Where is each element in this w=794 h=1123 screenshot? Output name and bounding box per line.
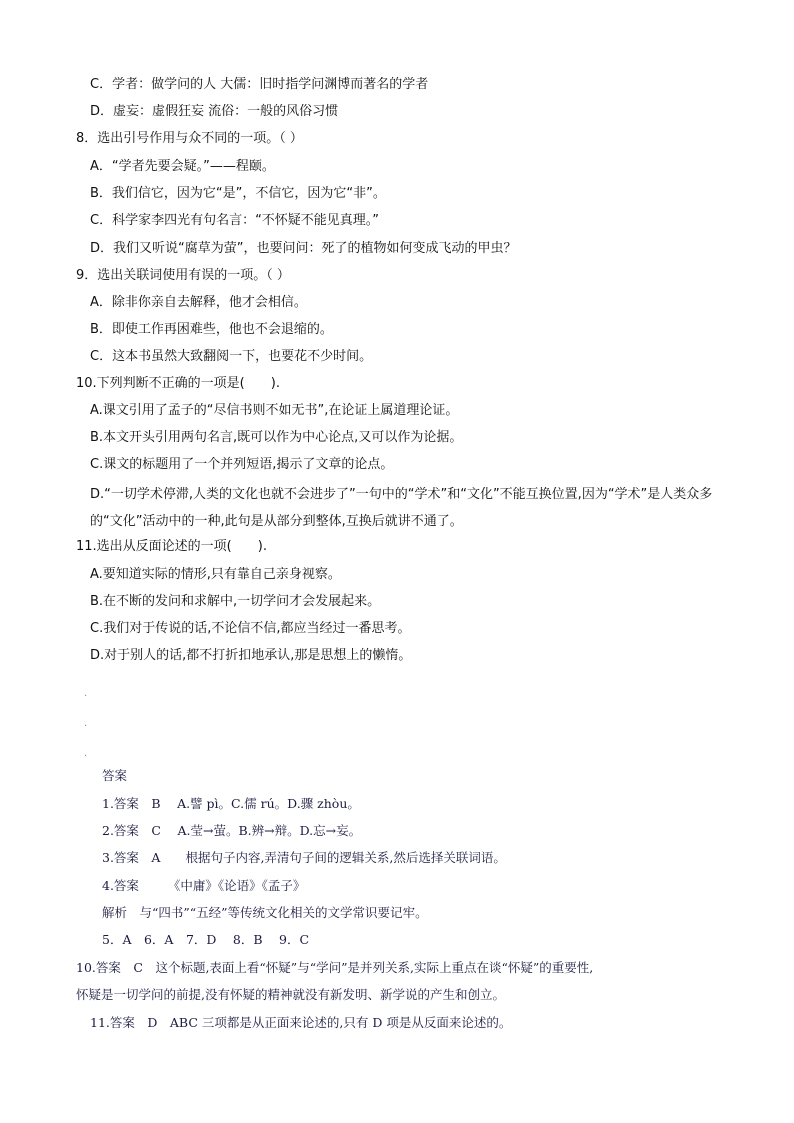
answer-11: 11.答案 D ABC 三项都是从正面来论述的,只有 D 项是从反面来论述的。 xyxy=(90,1015,512,1030)
answer-4-explanation: 解析 与“四书”“五经”等传统文化相关的文学常识要记牢。 xyxy=(102,905,428,920)
q8-option-d: D．我们又听说“腐草为萤”，也要问问：死了的植物如何变成飞动的甲虫？ xyxy=(90,241,517,256)
answer-10-continued: 怀疑是一切学问的前提,没有怀疑的精神就没有新发明、新学说的产生和创立。 xyxy=(76,987,505,1002)
question-8: 8．选出引号作用与众不同的一项。（ ） xyxy=(76,131,303,146)
answer-2: 2.答案 C A.莹→萤。B.辨→辩。D.忘→妄。 xyxy=(102,823,362,838)
blank-line-marker: . xyxy=(84,718,88,729)
answer-10: 10.答案 C 这个标题,表面上看“怀疑”与“学问”是并列关系,实际上重点在谈“怀疑”的重要性, xyxy=(76,960,594,975)
q7-option-c: C．学者：做学问的人 大儒：旧时指学问渊博而著名的学者 xyxy=(90,77,429,92)
q8-option-b: B．我们信它，因为它“是”，不信它，因为它“非”。 xyxy=(90,186,386,201)
q9-option-a: A．除非你亲自去解释，他才会相信。 xyxy=(90,295,307,310)
q11-option-b: B.在不断的发问和求解中,一切学问才会发展起来。 xyxy=(90,594,381,609)
question-11: 11.选出从反面论述的一项( ). xyxy=(76,539,267,554)
question-10: 10.下列判断不正确的一项是( ). xyxy=(76,376,280,391)
answer-4: 4.答案 《中庸》《论语》《孟子》 xyxy=(102,878,306,893)
q11-option-a: A.要知道实际的情形,只有靠自己亲身视察。 xyxy=(90,567,341,582)
q11-option-c: C.我们对于传说的话,不论信不信,都应当经过一番思考。 xyxy=(90,621,411,636)
q10-option-b: B.本文开头引用两句名言,既可以作为中心论点,又可以作为论据。 xyxy=(90,430,463,445)
q8-option-c: C．科学家李四光有句名言：“不怀疑不能见真理。” xyxy=(90,213,380,228)
q11-option-d: D.对于别人的话,都不打折扣地承认,那是思想上的懒惰。 xyxy=(90,648,412,663)
q8-option-a: A．“学者先要会疑。”——程颐。 xyxy=(90,159,275,174)
q10-option-d: D.“一切学术停滞,人类的文化也就不会进步了”一句中的“学术”和“文化”不能互换位置,因为“学术”是人类众多的“文化”活动中的一种,此句是从部分到整体,互换后就讲不通了。 xyxy=(90,487,713,529)
q9-option-b: B．即使工作再困难些，他也不会退缩的。 xyxy=(90,322,333,337)
q9-option-c: C．这本书虽然大致翻阅一下，也要花不少时间。 xyxy=(90,349,373,364)
answer-1: 1.答案 B A.譬 pì。C.儒 rú。D.骤 zhòu。 xyxy=(102,796,360,811)
answers-heading: 答案 xyxy=(102,768,128,783)
blank-line-marker: . xyxy=(84,748,88,759)
q10-option-c: C.课文的标题用了一个并列短语,揭示了文章的论点。 xyxy=(90,457,394,472)
q7-option-d: D．虚妄：虚假狂妄 流俗：一般的风俗习惯 xyxy=(90,104,339,119)
answer-3: 3.答案 A 根据句子内容,弄清句子间的逻辑关系,然后选择关联词语。 xyxy=(102,850,506,865)
answers-5-to-9: 5．A 6．A 7．D 8．B 9．C xyxy=(102,932,310,947)
q10-option-a: A.课文引用了孟子的“尽信书则不如无书”,在论证上属道理论证。 xyxy=(90,403,459,418)
question-9: 9．选出关联词使用有误的一项。（ ） xyxy=(76,268,290,283)
blank-line-marker: . xyxy=(84,688,88,699)
